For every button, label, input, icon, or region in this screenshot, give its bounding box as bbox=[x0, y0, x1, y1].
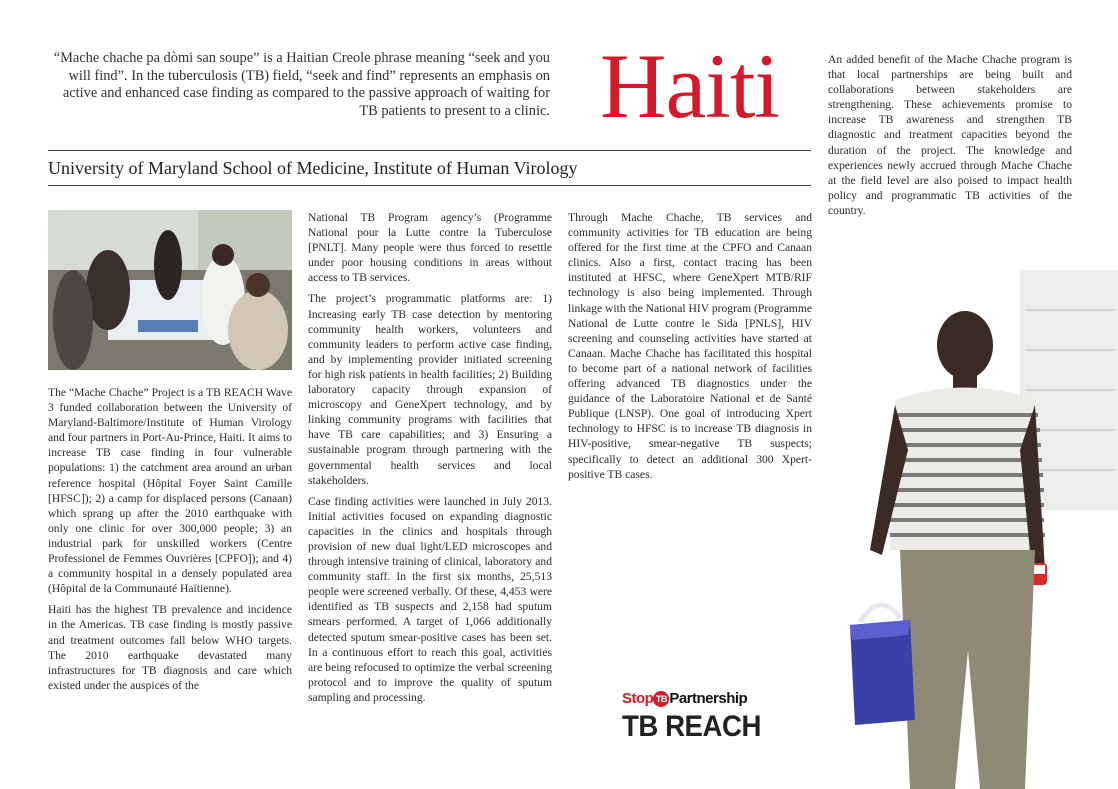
tb-reach-wordmark: TB REACH bbox=[622, 710, 761, 743]
column-2-paragraph-1: National TB Program agency’s (Programme National pour la Lutte contre la Tuberculose [PNLT]. Many people were thus forced to resettle under poor housing conditions in areas without access to TB services. bbox=[308, 211, 552, 285]
column-3-paragraph-1: Through Mache Chache, TB services and community activities for TB education are being offered for the first time at the CPFO and Canaan clinics. Also a first, contact tracing has been instituted at HFSC, where GeneXpert MTB/RIF technology is also being implemented. Through linkage with the National HIV program (Programme National de Lutte contre le Sida [PNLS], HIV screening and counseling activities have started at Canaan. Mache Chache has facilitated this hospital to become part of a national network of facilities offering advanced TB diagnostics under the guidance of the Laboratoire National et de Santé Publique (LNSP). One goal of introducing Xpert technology to HFSC is to increase TB diagnosis in HIV-positive, smear-negative TB suspects; specifically to detect an additional 300 Xpert-positive TB cases. bbox=[568, 211, 812, 481]
divider-top bbox=[48, 150, 811, 151]
article-column-2 bbox=[308, 210, 552, 711]
intro-quote: “Mache chache pa dòmi san soupe” is a Haitian Creole phrase meaning “seek and you will find”. In the tuberculosis (TB) field, “seek and find” represents an emphasis on active and enhanced case finding as compared to the passive approach of waiting for TB patients to present to a clinic. bbox=[53, 50, 550, 119]
column-4-paragraph-1: An added benefit of the Mache Chache program is that local partnerships are being built and collaborations between stakeholders are strengthening. These achievements promise to increase TB awareness and strengthen TB diagnostic and treatment capacities beyond the duration of the project. The knowledge and experiences newly accrued through Mache Chache at the field level are also poised to impact health policy and programmatic TB activities of the country. bbox=[828, 53, 1072, 217]
stop-tb-partnership-wordmark: Stop TB Partnership bbox=[622, 690, 748, 707]
institution-subtitle: University of Maryland School of Medicine, Institute of Human Virology bbox=[48, 158, 578, 178]
clinic-photo bbox=[48, 210, 292, 370]
article-column-3 bbox=[568, 210, 812, 488]
column-1-paragraph-1: The “Mache Chache” Project is a TB REACH Wave 3 funded collaboration between the University of Maryland-Baltimore/Institute of Human Virology and four partners in Port-Au-Prince, Haiti. It aims to increase TB case finding in four vulnerable populations: 1) the catchment area around an urban reference hospital (Hôpital Foyer Saint Camille [HFSC]); 2) a camp for displaced persons (Canaan) which sprang up after the 2010 earthquake with only one clinic for over 300,000 people; 3) an industrial park for unskilled workers (Centre Professionel de Femmes Ouvrières [CPFO]); and 4) a community hospital in a densely populated area (Hôpital de la Communauté Haïtienne). bbox=[48, 386, 292, 596]
column-1-paragraph-2: Haiti has the highest TB prevalence and incidence in the Americas. TB case finding is mostly passive and treatment outcomes fall below WHO targets. The 2010 earthquake devastated many infrastructures for TB diagnosis and care which existed under the auspices of the bbox=[48, 603, 292, 692]
health-worker-photo bbox=[820, 250, 1118, 789]
column-2-paragraph-3: Case finding activities were launched in July 2013. Initial activities focused on expanding diagnostic capacities in the clinics and hospitals through provision of new dual light/LED microscopes and through intensive training of clinical, laboratory and community staff. In the first six months, 25,513 people were screened verbally. Of these, 4,453 were identified as TB suspects and 2,158 had sputum smears performed. A target of 1,066 additionally detected sputum smear-positive cases has been set. In a continuous effort to reach this goal, activities are being refocused to optimize the verbal screening protocol and to improve the quality of sputum sampling and processing. bbox=[308, 494, 552, 704]
article-column-4 bbox=[828, 52, 1072, 224]
tb-circle-icon: TB bbox=[653, 691, 669, 707]
page-title: Haiti bbox=[600, 35, 779, 137]
column-2-paragraph-2: The project’s programmatic platforms are: 1) Increasing early TB case detection by mentoring community health workers, volunteers and community leaders to perform active case finding, and by implementing provider initiated screening for high risk patients in health facilities; 2) Building laboratory capacity through expansion of microscopy and GeneXpert technology, and by linking community programs with facilities that have TB care capabilities; and 3) Ensuring a sustainable program through partnering with the governmental health services and local stakeholders. bbox=[308, 292, 552, 487]
article-column-1 bbox=[48, 385, 292, 699]
divider-bottom bbox=[48, 185, 811, 186]
stop-tb-tb-reach-logo bbox=[622, 690, 762, 748]
